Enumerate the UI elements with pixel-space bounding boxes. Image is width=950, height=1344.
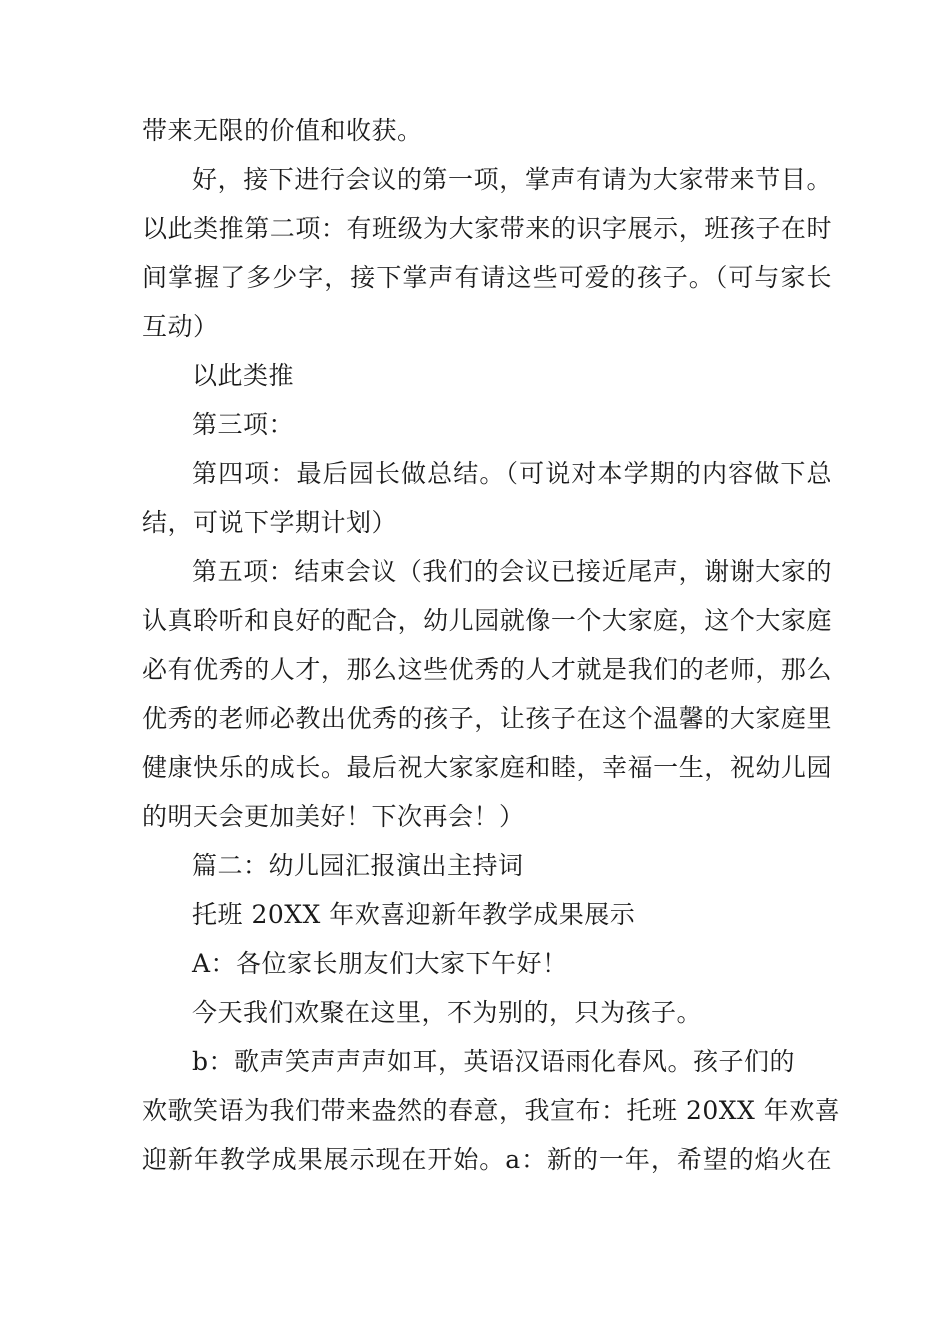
text-line: 欢歌笑语为我们带来盎然的春意，我宣布：托班 20XX 年欢喜 [142,1096,841,1125]
text-line: A：各位家长朋友们大家下午好！ [192,949,568,978]
text-line: 第四项：最后园长做总结。（可说对本学期的内容做下总 [192,459,832,488]
text-line: 托班 20XX 年欢喜迎新年教学成果展示 [192,900,636,929]
document-body [142,106,841,1184]
text-line: 以此类推第二项：有班级为大家带来的识字展示，班孩子在时 [142,214,832,243]
text-line: 篇二：幼儿园汇报演出主持词 [192,851,524,880]
text-line: 优秀的老师必教出优秀的孩子，让孩子在这个温馨的大家庭里 [142,704,832,733]
text-line: 间掌握了多少字，接下掌声有请这些可爱的孩子。（可与家长 [142,263,832,292]
text-line: 认真聆听和良好的配合，幼儿园就像一个大家庭，这个大家庭 [142,606,832,635]
text-line: 健康快乐的成长。最后祝大家家庭和睦，幸福一生，祝幼儿园 [142,753,832,782]
text-line: 以此类推 [192,361,295,390]
text-line: b：歌声笑声声声如耳，英语汉语雨化春风。孩子们的 [192,1047,796,1076]
text-line: 的明天会更加美好！下次再会！） [142,802,525,831]
text-line: 互动） [142,312,219,341]
text-line: 迎新年教学成果展示现在开始。a：新的一年，希望的焰火在 [142,1145,832,1174]
text-line: 今天我们欢聚在这里，不为别的，只为孩子。 [192,998,703,1027]
text-line: 结，可说下学期计划） [142,508,398,537]
text-line: 第三项： [192,410,295,439]
text-line: 好，接下进行会议的第一项，掌声有请为大家带来节目。 [192,165,832,194]
text-line: 必有优秀的人才，那么这些优秀的人才就是我们的老师，那么 [142,655,832,684]
text-line: 第五项：结束会议（我们的会议已接近尾声，谢谢大家的 [192,557,832,586]
text-line: 带来无限的价值和收获。 [142,116,423,145]
